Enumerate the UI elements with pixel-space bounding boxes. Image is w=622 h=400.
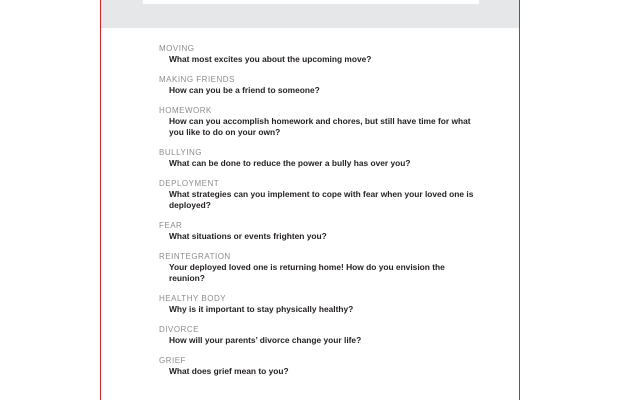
topic-homework [159,106,479,138]
topic-label: FEAR [159,221,183,230]
topic-label: HEALTHY BODY [159,294,227,303]
topic-question: What strategies can you implement to cope with fear when your loved one is deployed? [169,189,474,210]
topic-label: BULLYING [159,148,202,157]
topic-label: GRIEF [159,356,186,365]
topic-label: DIVORCE [159,325,199,334]
topic-list [159,44,479,377]
topic-question: What situations or events frighten you? [169,231,327,241]
topic-question: Your deployed loved one is returning home! How do you envision the reunion? [169,262,445,283]
topic-healthy-body [159,294,479,315]
topic-question: How will your parents’ divorce change your life? [169,335,362,345]
header-card [143,0,479,4]
topic-moving [159,44,479,65]
topic-grief [159,356,479,377]
topic-question: Why is it important to stay physically healthy? [169,304,354,314]
topic-question: What most excites you about the upcoming move? [169,54,372,64]
topic-question: How can you be a friend to someone? [169,85,320,95]
topic-label: DEPLOYMENT [159,179,220,188]
topic-label: HOMEWORK [159,106,212,115]
topic-reintegration [159,252,479,284]
page-frame [100,0,520,400]
topic-question: What can be done to reduce the power a bully has over you? [169,158,411,168]
topic-label: MOVING [159,44,195,53]
topic-divorce [159,325,479,346]
topic-deployment [159,179,479,211]
topic-label: REINTEGRATION [159,252,231,261]
topic-fear [159,221,479,242]
topic-question: How can you accomplish homework and chores, but still have time for what you like to do on your own? [169,116,471,137]
topic-label: MAKING FRIENDS [159,75,235,84]
topic-bullying [159,148,479,169]
header-band [101,0,519,28]
topic-making-friends [159,75,479,96]
topic-question: What does grief mean to you? [169,366,289,376]
